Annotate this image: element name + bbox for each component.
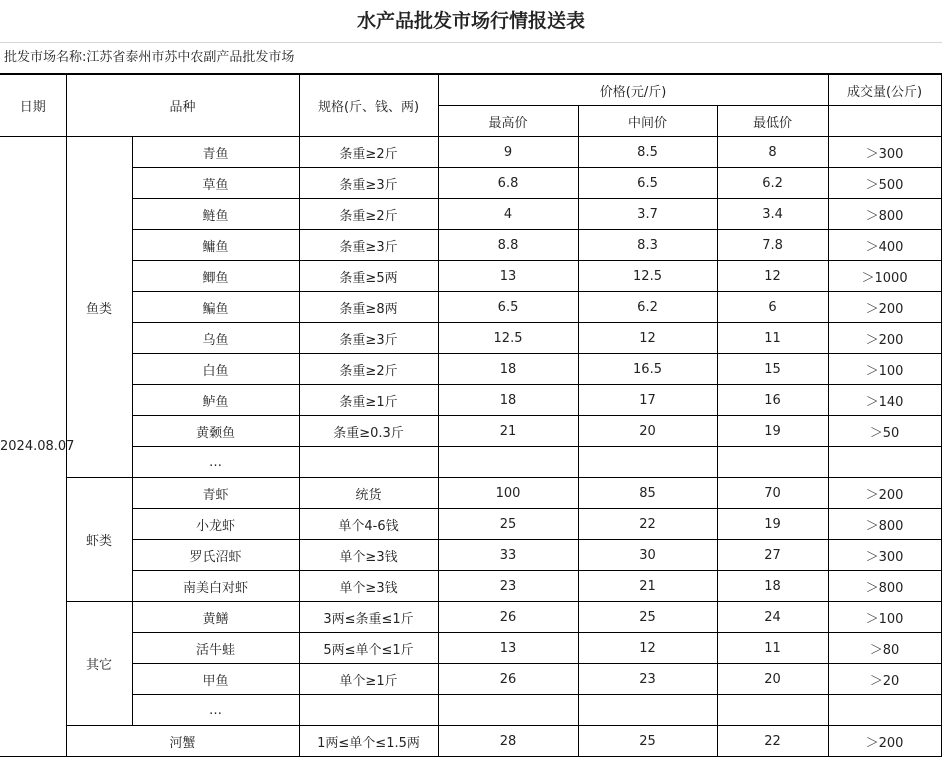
spec-cell: 条重≥5两 — [299, 261, 438, 292]
low-price-cell — [717, 447, 828, 478]
mid-price-cell: 20 — [578, 416, 717, 447]
spec-cell: 条重≥0.3斤 — [299, 416, 438, 447]
variety-cell: 草鱼 — [132, 168, 299, 199]
low-price-cell: 18 — [717, 571, 828, 602]
variety-cell: 活牛蛙 — [132, 633, 299, 664]
low-price-cell: 11 — [717, 323, 828, 354]
low-price-cell: 11 — [717, 633, 828, 664]
low-price-cell: 8 — [717, 137, 828, 168]
mid-price-cell: 22 — [578, 509, 717, 540]
volume-cell: ＞200 — [828, 726, 941, 757]
mid-price-cell: 8.3 — [578, 230, 717, 261]
high-price-cell: 21 — [438, 416, 578, 447]
spec-cell: 条重≥2斤 — [299, 354, 438, 385]
category-cell: 其它 — [66, 602, 132, 726]
spec-cell: 单个≥3钱 — [299, 571, 438, 602]
header-volume: 成交量(公斤) — [828, 75, 941, 106]
variety-cell: 南美白对虾 — [132, 571, 299, 602]
volume-cell: ＞140 — [828, 385, 941, 416]
high-price-cell — [438, 695, 578, 726]
low-price-cell: 70 — [717, 478, 828, 509]
volume-cell — [828, 695, 941, 726]
variety-cell: 河蟹 — [66, 726, 299, 757]
mid-price-cell: 6.5 — [578, 168, 717, 199]
spec-cell: 条重≥1斤 — [299, 385, 438, 416]
header-volume-blank — [828, 106, 941, 137]
low-price-cell: 6 — [717, 292, 828, 323]
spec-cell: 单个≥1斤 — [299, 664, 438, 695]
volume-cell: ＞50 — [828, 416, 941, 447]
spec-cell — [299, 447, 438, 478]
high-price-cell: 18 — [438, 385, 578, 416]
high-price-cell: 6.8 — [438, 168, 578, 199]
spec-cell: 条重≥8两 — [299, 292, 438, 323]
mid-price-cell: 6.2 — [578, 292, 717, 323]
header-variety: 品种 — [66, 75, 299, 137]
category-cell: 虾类 — [66, 478, 132, 602]
variety-cell: 鲈鱼 — [132, 385, 299, 416]
spec-cell: 统货 — [299, 478, 438, 509]
high-price-cell: 13 — [438, 261, 578, 292]
low-price-cell: 16 — [717, 385, 828, 416]
variety-cell: 黄颡鱼 — [132, 416, 299, 447]
high-price-cell: 12.5 — [438, 323, 578, 354]
table-row — [0, 137, 941, 168]
low-price-cell: 19 — [717, 509, 828, 540]
variety-cell: 小龙虾 — [132, 509, 299, 540]
category-cell: 鱼类 — [66, 137, 132, 478]
mid-price-cell: 25 — [578, 726, 717, 757]
spec-cell: 条重≥3斤 — [299, 168, 438, 199]
low-price-cell: 3.4 — [717, 199, 828, 230]
mid-price-cell: 30 — [578, 540, 717, 571]
table-row — [0, 695, 941, 726]
low-price-cell: 7.8 — [717, 230, 828, 261]
mid-price-cell: 21 — [578, 571, 717, 602]
table-row — [0, 664, 941, 695]
high-price-cell: 4 — [438, 199, 578, 230]
high-price-cell: 8.8 — [438, 230, 578, 261]
table-row — [0, 199, 941, 230]
volume-cell: ＞800 — [828, 571, 941, 602]
table-row — [0, 633, 941, 664]
variety-cell: 青虾 — [132, 478, 299, 509]
volume-cell: ＞200 — [828, 323, 941, 354]
high-price-cell: 13 — [438, 633, 578, 664]
mid-price-cell — [578, 695, 717, 726]
table-row — [0, 168, 941, 199]
header-date: 日期 — [0, 75, 66, 137]
mid-price-cell: 17 — [578, 385, 717, 416]
table-row — [0, 571, 941, 602]
variety-cell: 乌鱼 — [132, 323, 299, 354]
low-price-cell: 6.2 — [717, 168, 828, 199]
table-row — [0, 416, 941, 447]
table-row — [0, 261, 941, 292]
high-price-cell: 26 — [438, 602, 578, 633]
header-high: 最高价 — [438, 106, 578, 137]
spec-cell: 条重≥3斤 — [299, 230, 438, 261]
table-row — [0, 323, 941, 354]
low-price-cell: 27 — [717, 540, 828, 571]
volume-cell: ＞80 — [828, 633, 941, 664]
mid-price-cell: 12 — [578, 633, 717, 664]
table-row — [0, 509, 941, 540]
high-price-cell: 9 — [438, 137, 578, 168]
variety-cell: 鲢鱼 — [132, 199, 299, 230]
high-price-cell: 33 — [438, 540, 578, 571]
variety-cell: 甲鱼 — [132, 664, 299, 695]
header-low: 最低价 — [717, 106, 828, 137]
market-name: 批发市场名称:江苏省泰州市苏中农副产品批发市场 — [0, 43, 942, 74]
table-row — [0, 230, 941, 261]
header-mid: 中间价 — [578, 106, 717, 137]
spec-cell — [299, 695, 438, 726]
table-row — [0, 385, 941, 416]
volume-cell: ＞300 — [828, 540, 941, 571]
mid-price-cell: 25 — [578, 602, 717, 633]
mid-price-cell: 85 — [578, 478, 717, 509]
mid-price-cell: 12 — [578, 323, 717, 354]
low-price-cell: 15 — [717, 354, 828, 385]
table-row — [0, 354, 941, 385]
volume-cell: ＞800 — [828, 199, 941, 230]
spec-cell: 5两≤单个≤1斤 — [299, 633, 438, 664]
volume-cell: ＞300 — [828, 137, 941, 168]
low-price-cell: 24 — [717, 602, 828, 633]
volume-cell: ＞100 — [828, 602, 941, 633]
volume-cell: ＞200 — [828, 478, 941, 509]
spec-cell: 1两≤单个≤1.5两 — [299, 726, 438, 757]
volume-cell: ＞200 — [828, 292, 941, 323]
spec-cell: 单个≥3钱 — [299, 540, 438, 571]
mid-price-cell: 16.5 — [578, 354, 717, 385]
low-price-cell: 19 — [717, 416, 828, 447]
variety-cell: … — [132, 447, 299, 478]
table-row — [0, 540, 941, 571]
low-price-cell: 12 — [717, 261, 828, 292]
page-title: 水产品批发市场行情报送表 — [0, 0, 942, 43]
high-price-cell: 26 — [438, 664, 578, 695]
variety-cell: 青鱼 — [132, 137, 299, 168]
high-price-cell: 25 — [438, 509, 578, 540]
date-cell: 2024.08.07 — [0, 137, 66, 757]
table-row — [0, 726, 941, 757]
volume-cell: ＞1000 — [828, 261, 941, 292]
spec-cell: 条重≥2斤 — [299, 137, 438, 168]
spec-cell: 单个4-6钱 — [299, 509, 438, 540]
mid-price-cell: 3.7 — [578, 199, 717, 230]
low-price-cell — [717, 695, 828, 726]
volume-cell: ＞100 — [828, 354, 941, 385]
high-price-cell: 23 — [438, 571, 578, 602]
high-price-cell: 100 — [438, 478, 578, 509]
table-row — [0, 478, 941, 509]
spec-cell: 条重≥3斤 — [299, 323, 438, 354]
spec-cell: 3两≤条重≤1斤 — [299, 602, 438, 633]
variety-cell: 鳊鱼 — [132, 292, 299, 323]
mid-price-cell: 23 — [578, 664, 717, 695]
low-price-cell: 20 — [717, 664, 828, 695]
volume-cell: ＞500 — [828, 168, 941, 199]
header-price: 价格(元/斤) — [438, 75, 828, 106]
high-price-cell: 18 — [438, 354, 578, 385]
mid-price-cell: 8.5 — [578, 137, 717, 168]
price-table — [0, 74, 942, 757]
variety-cell: 鲫鱼 — [132, 261, 299, 292]
mid-price-cell: 12.5 — [578, 261, 717, 292]
spec-cell: 条重≥2斤 — [299, 199, 438, 230]
volume-cell — [828, 447, 941, 478]
high-price-cell — [438, 447, 578, 478]
volume-cell: ＞400 — [828, 230, 941, 261]
variety-cell: … — [132, 695, 299, 726]
high-price-cell: 6.5 — [438, 292, 578, 323]
table-row — [0, 602, 941, 633]
variety-cell: 白鱼 — [132, 354, 299, 385]
header-spec: 规格(斤、钱、两) — [299, 75, 438, 137]
variety-cell: 鳙鱼 — [132, 230, 299, 261]
volume-cell: ＞20 — [828, 664, 941, 695]
high-price-cell: 28 — [438, 726, 578, 757]
volume-cell: ＞800 — [828, 509, 941, 540]
variety-cell: 黄鳝 — [132, 602, 299, 633]
table-row — [0, 447, 941, 478]
low-price-cell: 22 — [717, 726, 828, 757]
mid-price-cell — [578, 447, 717, 478]
variety-cell: 罗氏沼虾 — [132, 540, 299, 571]
table-row — [0, 292, 941, 323]
